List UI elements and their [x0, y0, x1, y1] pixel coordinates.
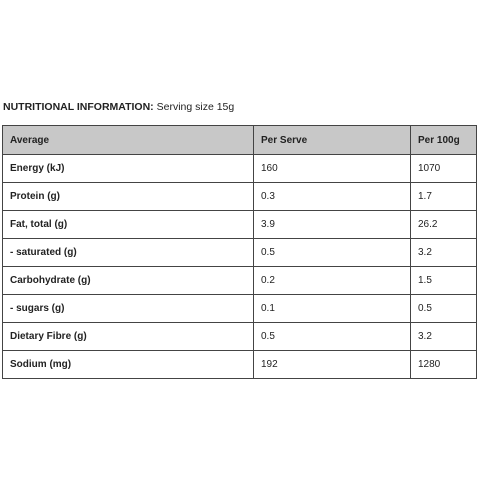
row-label: Protein (g) [3, 183, 254, 211]
table-header-row [3, 126, 477, 155]
table-row [3, 267, 477, 295]
per-serve-value: 0.3 [254, 183, 411, 211]
row-label: Fat, total (g) [3, 211, 254, 239]
per-serve-value: 0.5 [254, 323, 411, 351]
header-per-100g: Per 100g [411, 126, 477, 155]
table-row [3, 183, 477, 211]
serving-size: Serving size 15g [156, 101, 235, 113]
table-row [3, 211, 477, 239]
nutrition-title: NUTRITIONAL INFORMATION: [3, 101, 154, 113]
per-serve-value: 0.2 [254, 267, 411, 295]
table-row [3, 295, 477, 323]
header-per-serve: Per Serve [254, 126, 411, 155]
row-label: - saturated (g) [3, 239, 254, 267]
per-100g-value: 26.2 [411, 211, 477, 239]
per-100g-value: 1.7 [411, 183, 477, 211]
nutrition-heading [3, 100, 234, 114]
table-row [3, 155, 477, 183]
row-label: Sodium (mg) [3, 351, 254, 379]
header-average: Average [3, 126, 254, 155]
nutrition-table [2, 125, 477, 379]
row-label: Carbohydrate (g) [3, 267, 254, 295]
table-row [3, 323, 477, 351]
per-100g-value: 1.5 [411, 267, 477, 295]
per-serve-value: 3.9 [254, 211, 411, 239]
table-row [3, 239, 477, 267]
row-label: Dietary Fibre (g) [3, 323, 254, 351]
row-label: Energy (kJ) [3, 155, 254, 183]
per-100g-value: 1070 [411, 155, 477, 183]
per-100g-value: 0.5 [411, 295, 477, 323]
per-serve-value: 0.5 [254, 239, 411, 267]
row-label: - sugars (g) [3, 295, 254, 323]
per-serve-value: 0.1 [254, 295, 411, 323]
per-100g-value: 3.2 [411, 239, 477, 267]
per-100g-value: 1280 [411, 351, 477, 379]
per-serve-value: 160 [254, 155, 411, 183]
table-row [3, 351, 477, 379]
per-serve-value: 192 [254, 351, 411, 379]
per-100g-value: 3.2 [411, 323, 477, 351]
